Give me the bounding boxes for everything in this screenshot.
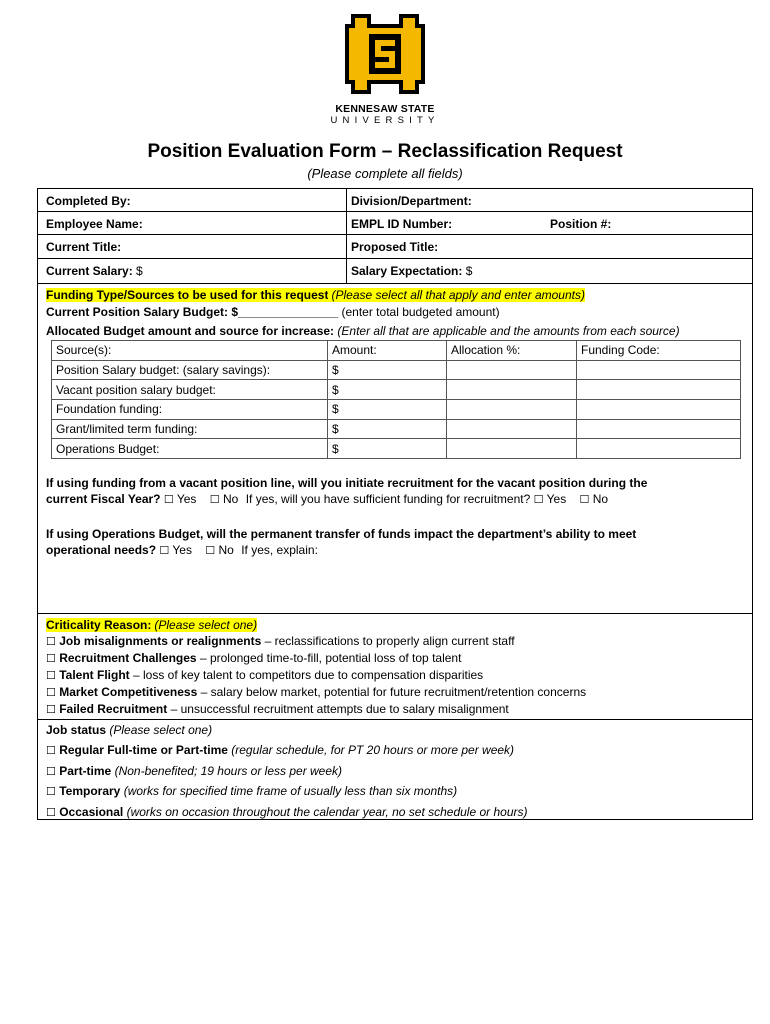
page-title: Position Evaluation Form – Reclassification Request: [147, 141, 623, 162]
salary-expectation-label: Salary Expectation:: [351, 264, 463, 278]
ops-question-text: operational needs?: [46, 543, 157, 557]
source-cell: Position Salary budget: (salary savings):: [52, 360, 328, 380]
recruit-yes-label: Yes: [546, 492, 567, 506]
recruit-yes-checkbox[interactable]: ☐: [533, 493, 544, 506]
job-status-checkbox[interactable]: ☐: [46, 806, 56, 819]
criticality-option-label: Failed Recruitment: [59, 702, 168, 716]
source-cell: Operations Budget:: [52, 439, 328, 459]
allocation-cell[interactable]: [447, 399, 577, 419]
criticality-checkbox[interactable]: ☐: [46, 669, 56, 682]
table-row: [52, 419, 741, 439]
job-status-option-desc: (works for specified time frame of usually less than six months): [123, 784, 458, 798]
vacant-yes-label: Yes: [176, 492, 197, 506]
vacant-no-checkbox[interactable]: ☐: [209, 493, 220, 506]
position-number-label: Position #:: [550, 217, 612, 231]
current-title-label: Current Title:: [46, 240, 122, 254]
criticality-option[interactable]: [46, 685, 586, 699]
allocation-cell[interactable]: [447, 380, 577, 400]
allocation-cell[interactable]: [447, 360, 577, 380]
criticality-option-desc: – loss of key talent to competitors due to compensation disparities: [133, 668, 484, 682]
job-status-option[interactable]: [46, 805, 528, 819]
job-status-checkbox[interactable]: ☐: [46, 785, 56, 798]
job-status-option-label: Regular Full-time or Part-time: [59, 743, 228, 757]
row-divider: [38, 613, 752, 614]
criticality-option-desc: – unsuccessful recruitment attempts due to salary misalignment: [170, 702, 509, 716]
criticality-option-label: Job misalignments or realignments: [59, 634, 262, 648]
source-cell: Vacant position salary budget:: [52, 380, 328, 400]
column-header: Amount:: [328, 341, 447, 361]
funding-heading-text: Funding Type/Sources to be used for this request: [46, 288, 329, 302]
ops-yes-label: Yes: [172, 543, 192, 557]
recruit-no-checkbox[interactable]: ☐: [579, 493, 590, 506]
division-label: Division/Department:: [351, 194, 472, 208]
funding-heading-note: (Please select all that apply and enter amounts): [328, 288, 584, 302]
criticality-checkbox[interactable]: ☐: [46, 703, 56, 716]
table-row: [52, 399, 741, 419]
job-status-option-desc: (Non-benefited; 19 hours or less per week): [114, 764, 343, 778]
recruit-no-label: No: [592, 492, 609, 506]
employee-name-label: Employee Name:: [46, 217, 143, 231]
funding-heading: [46, 288, 585, 302]
job-status-option-label: Temporary: [59, 784, 121, 798]
source-cell: Grant/limited term funding:: [52, 419, 328, 439]
amount-cell[interactable]: $: [328, 399, 447, 419]
allocated-budget-line: [46, 324, 680, 338]
criticality-option-label: Market Competitiveness: [59, 685, 198, 699]
current-budget-blank[interactable]: $_______________: [231, 305, 339, 319]
ops-followup: If yes, explain:: [241, 543, 318, 557]
criticality-option-label: Recruitment Challenges: [59, 651, 197, 665]
amount-cell[interactable]: $: [328, 360, 447, 380]
criticality-heading-note: (Please select one): [151, 618, 257, 632]
job-status-checkbox[interactable]: ☐: [46, 765, 56, 778]
table-row: [52, 380, 741, 400]
ops-no-checkbox[interactable]: ☐: [205, 544, 216, 557]
column-header: Funding Code:: [577, 341, 741, 361]
current-budget-line: [46, 305, 500, 319]
job-status-option-desc: (works on occasion throughout the calendar year, no set schedule or hours): [126, 805, 528, 819]
job-status-heading-note: (Please select one): [109, 723, 213, 737]
funding-sources-table: [51, 340, 741, 459]
salary-expectation-field: [351, 264, 472, 278]
table-row: [52, 360, 741, 380]
table-row: [52, 439, 741, 459]
ops-no-label: No: [218, 543, 234, 557]
criticality-option[interactable]: [46, 702, 509, 716]
criticality-heading-text: Criticality Reason:: [46, 618, 152, 632]
vacant-question-line2: [46, 492, 608, 506]
vacant-question-line1: If using funding from a vacant position line, will you initiate recruitment for the vacant position during the: [46, 476, 648, 490]
current-salary-label: Current Salary:: [46, 264, 133, 278]
completed-by-label: Completed By:: [46, 194, 131, 208]
job-status-option-label: Occasional: [59, 805, 124, 819]
amount-cell[interactable]: $: [328, 380, 447, 400]
funding-code-cell[interactable]: [577, 380, 741, 400]
row-divider: [38, 719, 752, 720]
ops-question-line2: [46, 543, 318, 557]
criticality-option[interactable]: [46, 651, 461, 665]
allocation-cell[interactable]: [447, 419, 577, 439]
criticality-option[interactable]: [46, 634, 515, 648]
criticality-heading: [46, 618, 257, 632]
column-divider: [346, 189, 347, 283]
source-cell: Foundation funding:: [52, 399, 328, 419]
row-divider: [38, 283, 752, 284]
current-salary-field: [46, 264, 143, 278]
salary-expectation-value: $: [465, 264, 473, 278]
current-budget-label: Current Position Salary Budget:: [46, 305, 229, 319]
ksu-logo: [345, 14, 425, 94]
vacant-followup: If yes, will you have sufficient funding for recruitment?: [245, 492, 531, 506]
criticality-option-desc: – prolonged time-to-fill, potential loss of top talent: [199, 651, 462, 665]
current-salary-value: $: [136, 264, 143, 278]
row-divider: [38, 211, 752, 212]
university-name: KENNESAW STATE: [335, 103, 435, 115]
allocated-budget-label: Allocated Budget amount and source for increase:: [46, 324, 335, 338]
column-header: Source(s):: [52, 341, 328, 361]
current-budget-note: (enter total budgeted amount): [341, 305, 500, 319]
ops-question-line1: If using Operations Budget, will the permanent transfer of funds impact the department’s ability to meet: [46, 527, 637, 541]
criticality-checkbox[interactable]: ☐: [46, 635, 56, 648]
vacant-yes-checkbox[interactable]: ☐: [163, 493, 174, 506]
job-status-option[interactable]: [46, 764, 342, 778]
funding-code-cell[interactable]: [577, 439, 741, 459]
amount-cell[interactable]: $: [328, 439, 447, 459]
funding-code-cell[interactable]: [577, 360, 741, 380]
criticality-option[interactable]: [46, 668, 483, 682]
amount-cell[interactable]: $: [328, 419, 447, 439]
job-status-option-desc: (regular schedule, for PT 20 hours or more per week): [231, 743, 515, 757]
vacant-question-text: current Fiscal Year?: [46, 492, 161, 506]
form-table: [37, 188, 753, 820]
table-header-row: [52, 341, 741, 361]
allocated-budget-note: (Enter all that are applicable and the amounts from each source): [337, 324, 680, 338]
job-status-option[interactable]: [46, 743, 514, 757]
job-status-option-label: Part-time: [59, 764, 112, 778]
column-header: Allocation %:: [447, 341, 577, 361]
job-status-heading-text: Job status: [46, 723, 107, 737]
funding-code-cell[interactable]: [577, 419, 741, 439]
criticality-checkbox[interactable]: ☐: [46, 652, 56, 665]
job-status-checkbox[interactable]: ☐: [46, 744, 56, 757]
criticality-option-desc: – salary below market, potential for future recruitment/retention concerns: [200, 685, 587, 699]
row-divider: [38, 258, 752, 259]
funding-code-cell[interactable]: [577, 399, 741, 419]
proposed-title-label: Proposed Title:: [351, 240, 439, 254]
page-subtitle: (Please complete all fields): [307, 166, 463, 181]
vacant-no-label: No: [223, 492, 239, 506]
criticality-option-label: Talent Flight: [59, 668, 130, 682]
row-divider: [38, 234, 752, 235]
job-status-heading: [46, 723, 212, 737]
ops-yes-checkbox[interactable]: ☐: [159, 544, 170, 557]
allocation-cell[interactable]: [447, 439, 577, 459]
criticality-option-desc: – reclassifications to properly align current staff: [264, 634, 515, 648]
criticality-checkbox[interactable]: ☐: [46, 686, 56, 699]
empl-id-label: EMPL ID Number:: [351, 217, 453, 231]
university-sub: UNIVERSITY: [330, 115, 440, 126]
job-status-option[interactable]: [46, 784, 457, 798]
